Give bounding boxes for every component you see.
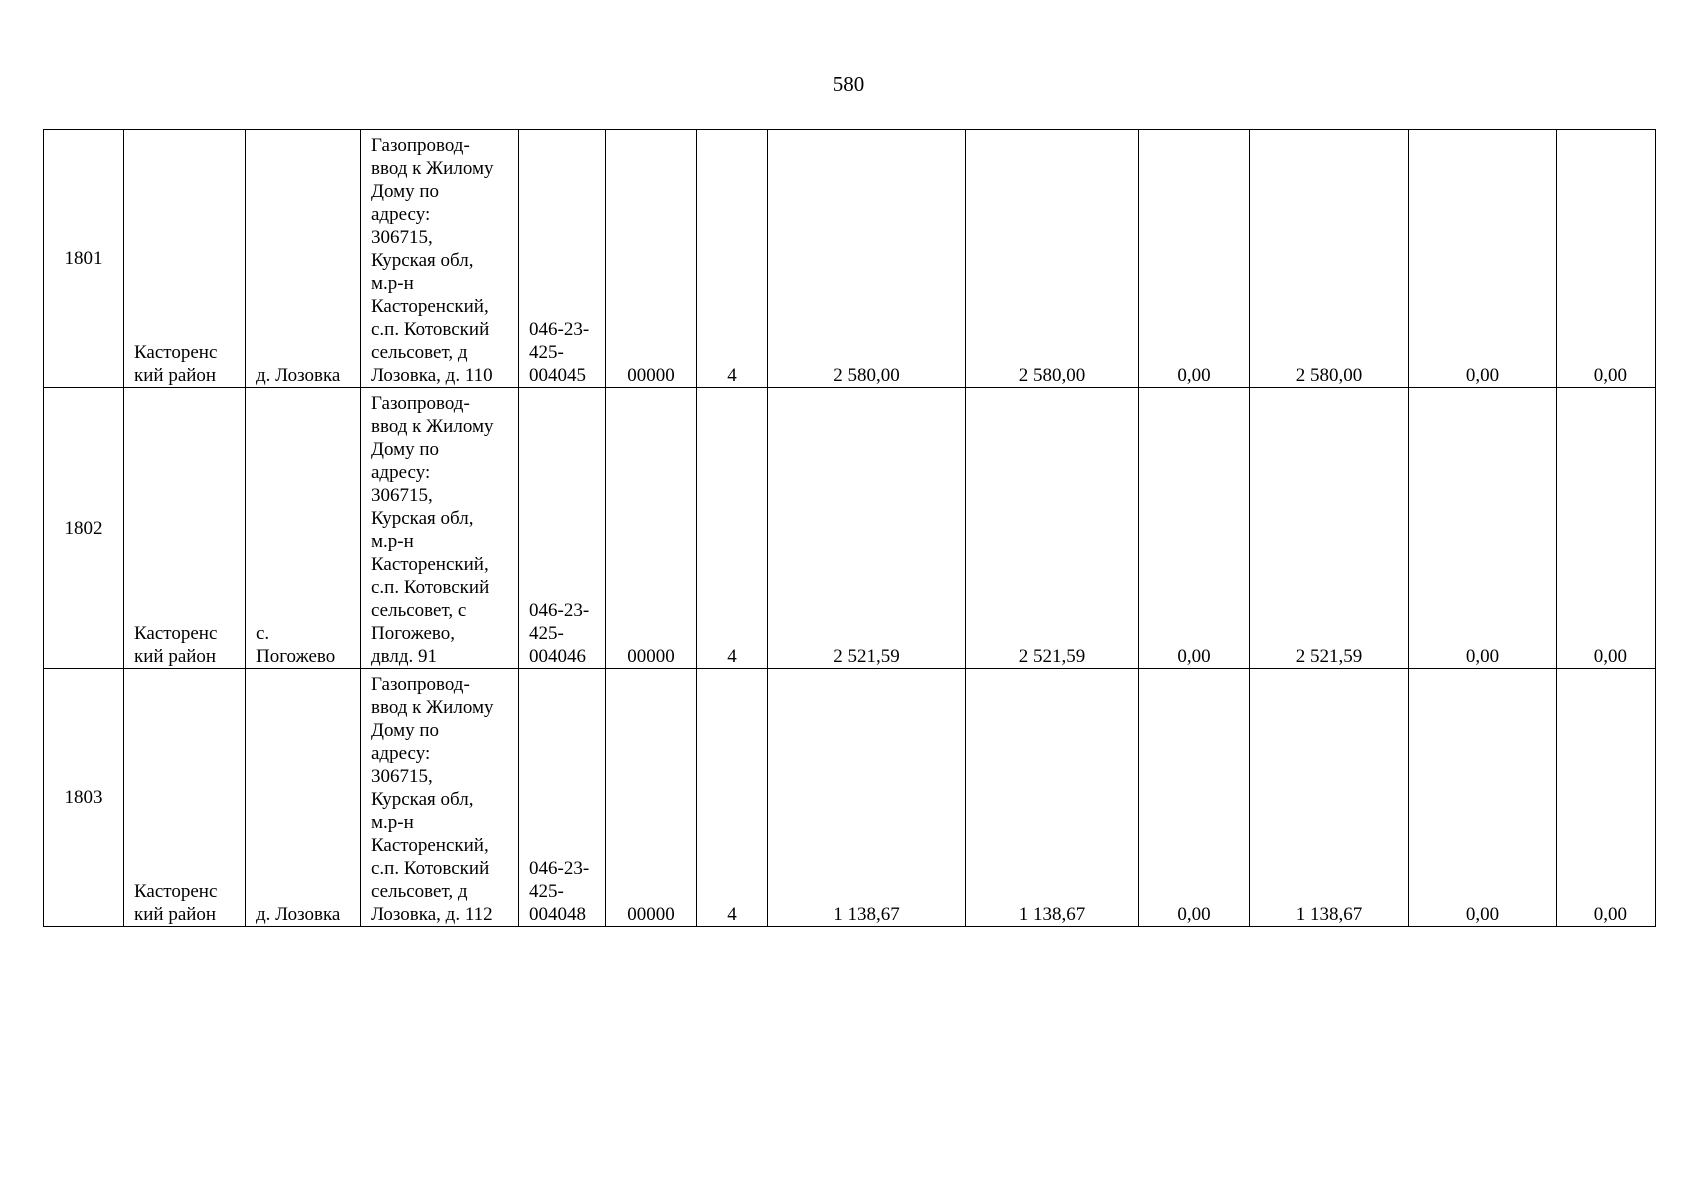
depreciation-cell: 0,00 (1139, 669, 1250, 927)
settlement-cell: с. Погожево (246, 388, 361, 669)
district-cell: Касторенс кий район (124, 130, 246, 388)
kind-cell: 4 (697, 130, 768, 388)
cost-book-cell: 2 580,00 (966, 130, 1139, 388)
district-cell: Касторенс кий район (124, 388, 246, 669)
settlement-cell: д. Лозовка (246, 130, 361, 388)
object-cell: Газопровод- ввод к Жилому Дому по адресу: 306715, Курская обл, м.р-н Касторенский, с.п. Котовский сельсовет, д Лозовка, д. 112 (361, 669, 519, 927)
cost-initial-cell: 2 580,00 (768, 130, 966, 388)
depreciation-cell: 0,00 (1139, 130, 1250, 388)
settlement-cell: д. Лозовка (246, 669, 361, 927)
row-number: 1803 (44, 669, 124, 927)
cost-initial-cell: 1 138,67 (768, 669, 966, 927)
registry-table (43, 129, 1656, 927)
page-number: 580 (832, 72, 865, 96)
col12-cell: 0,00 (1409, 388, 1557, 669)
cost-residual-cell: 1 138,67 (1250, 669, 1409, 927)
col12-cell: 0,00 (1409, 130, 1557, 388)
code-cell: 00000 (606, 130, 697, 388)
cost-book-cell: 1 138,67 (966, 669, 1139, 927)
object-cell: Газопровод- ввод к Жилому Дому по адресу: 306715, Курская обл, м.р-н Касторенский, с.п. Котовский сельсовет, д Лозовка, д. 110 (361, 130, 519, 388)
col13-cell: 0,00 (1557, 669, 1656, 927)
code-cell: 00000 (606, 669, 697, 927)
inventory-cell: 046-23- 425- 004048 (519, 669, 606, 927)
table-row (44, 130, 1656, 388)
row-number: 1801 (44, 130, 124, 388)
row-number: 1802 (44, 388, 124, 669)
col13-cell: 0,00 (1557, 130, 1656, 388)
cost-initial-cell: 2 521,59 (768, 388, 966, 669)
cost-residual-cell: 2 521,59 (1250, 388, 1409, 669)
table-row (44, 669, 1656, 927)
object-cell: Газопровод- ввод к Жилому Дому по адресу: 306715, Курская обл, м.р-н Касторенский, с.п. Котовский сельсовет, с Погожево, двлд. 91 (361, 388, 519, 669)
district-cell: Касторенс кий район (124, 669, 246, 927)
kind-cell: 4 (697, 388, 768, 669)
inventory-cell: 046-23- 425- 004046 (519, 388, 606, 669)
cost-book-cell: 2 521,59 (966, 388, 1139, 669)
depreciation-cell: 0,00 (1139, 388, 1250, 669)
cost-residual-cell: 2 580,00 (1250, 130, 1409, 388)
table-row (44, 388, 1656, 669)
inventory-cell: 046-23- 425- 004045 (519, 130, 606, 388)
col13-cell: 0,00 (1557, 388, 1656, 669)
code-cell: 00000 (606, 388, 697, 669)
kind-cell: 4 (697, 669, 768, 927)
col12-cell: 0,00 (1409, 669, 1557, 927)
